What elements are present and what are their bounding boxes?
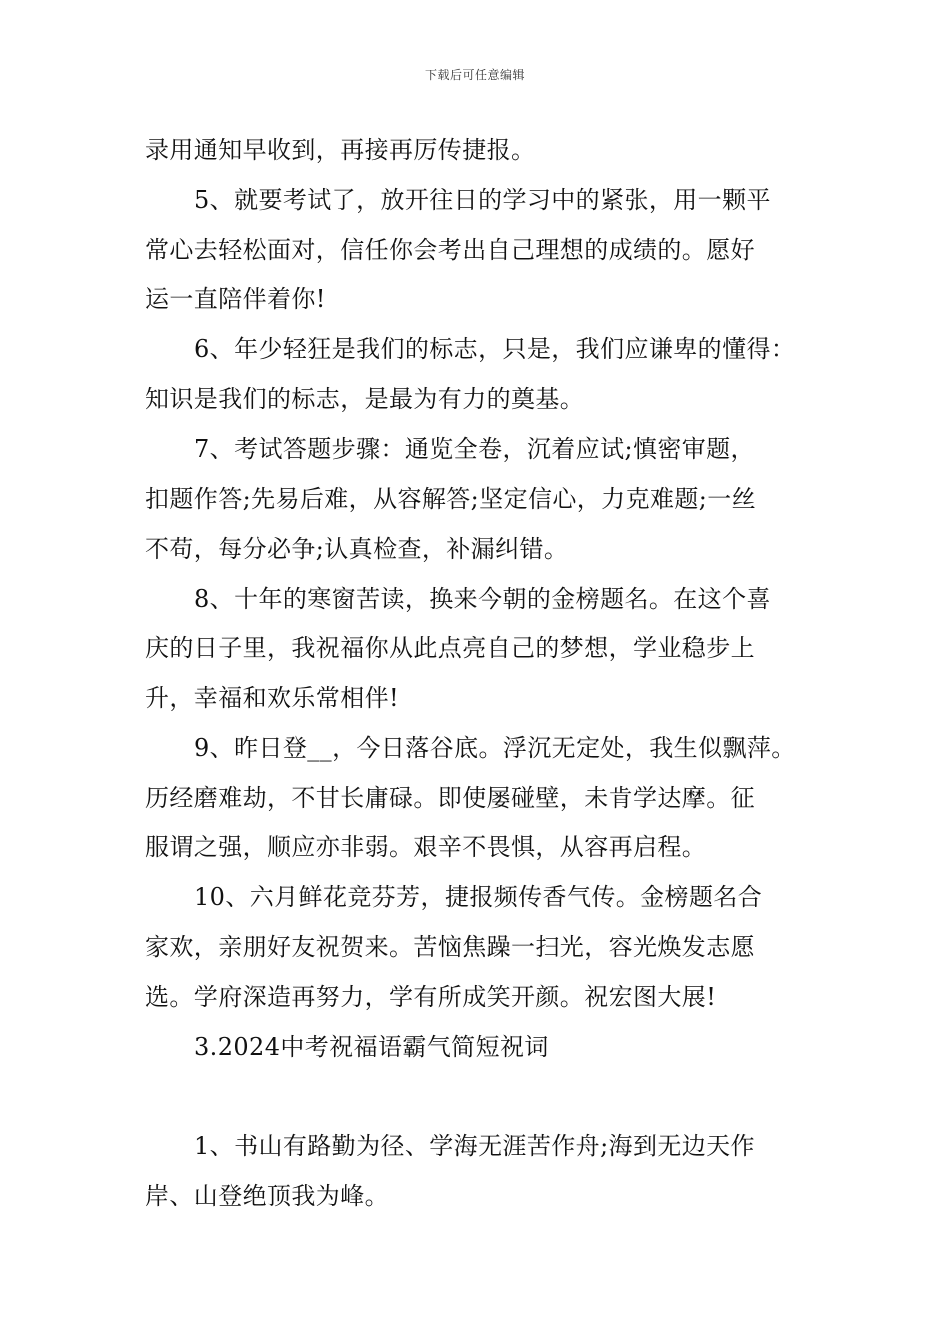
paragraph-line: 6、年少轻狂是我们的标志，只是，我们应谦卑的懂得： [194,335,796,363]
paragraph-line: 岸、山登绝顶我为峰。 [145,1182,389,1210]
paragraph-line: 服谓之强，顺应亦非弱。艰辛不畏惧，从容再启程。 [145,833,707,861]
paragraph-line: 知识是我们的标志，是最为有力的奠基。 [145,385,585,413]
section-heading: 3.2024中考祝福语霸气简短祝词 [194,1033,549,1061]
paragraph-line: 8、十年的寒窗苦读，换来今朝的金榜题名。在这个喜 [194,585,771,613]
paragraph-line: 录用通知早收到，再接再厉传捷报。 [145,136,536,164]
page-header: 下载后可任意编辑 [424,68,525,82]
paragraph-line: 升，幸福和欢乐常相伴! [145,684,400,712]
paragraph-line: 9、昨日登__，今日落谷底。浮沉无定处，我生似飘萍。 [194,734,796,762]
paragraph-line: 家欢，亲朋好友祝贺来。苦恼焦躁一扫光，容光焕发志愿 [145,933,755,961]
paragraph-line: 历经磨难劫，不甘长庸碌。即使屡碰壁，未肯学达摩。征 [145,784,755,812]
paragraph-line: 庆的日子里，我祝福你从此点亮自己的梦想，学业稳步上 [145,634,755,662]
paragraph-line: 常心去轻松面对，信任你会考出自己理想的成绩的。愿好 [145,236,755,264]
paragraph-line: 1、书山有路勤为径、学海无涯苦作舟;海到无边天作 [194,1132,755,1160]
paragraph-line: 不苟，每分必争;认真检查，补漏纠错。 [145,535,569,563]
paragraph-line: 选。学府深造再努力，学有所成笑开颜。祝宏图大展! [145,983,717,1011]
paragraph-line: 7、考试答题步骤：通览全卷，沉着应试;慎密审题， [194,435,755,463]
paragraph-line: 5、就要考试了，放开往日的学习中的紧张，用一颗平 [194,186,771,214]
paragraph-line: 扣题作答;先易后难，从容解答;坚定信心，力克难题;一丝 [145,485,757,513]
paragraph-line: 运一直陪伴着你! [145,285,326,313]
paragraph-line: 10、六月鲜花竞芬芳，捷报频传香气传。金榜题名合 [194,883,763,911]
